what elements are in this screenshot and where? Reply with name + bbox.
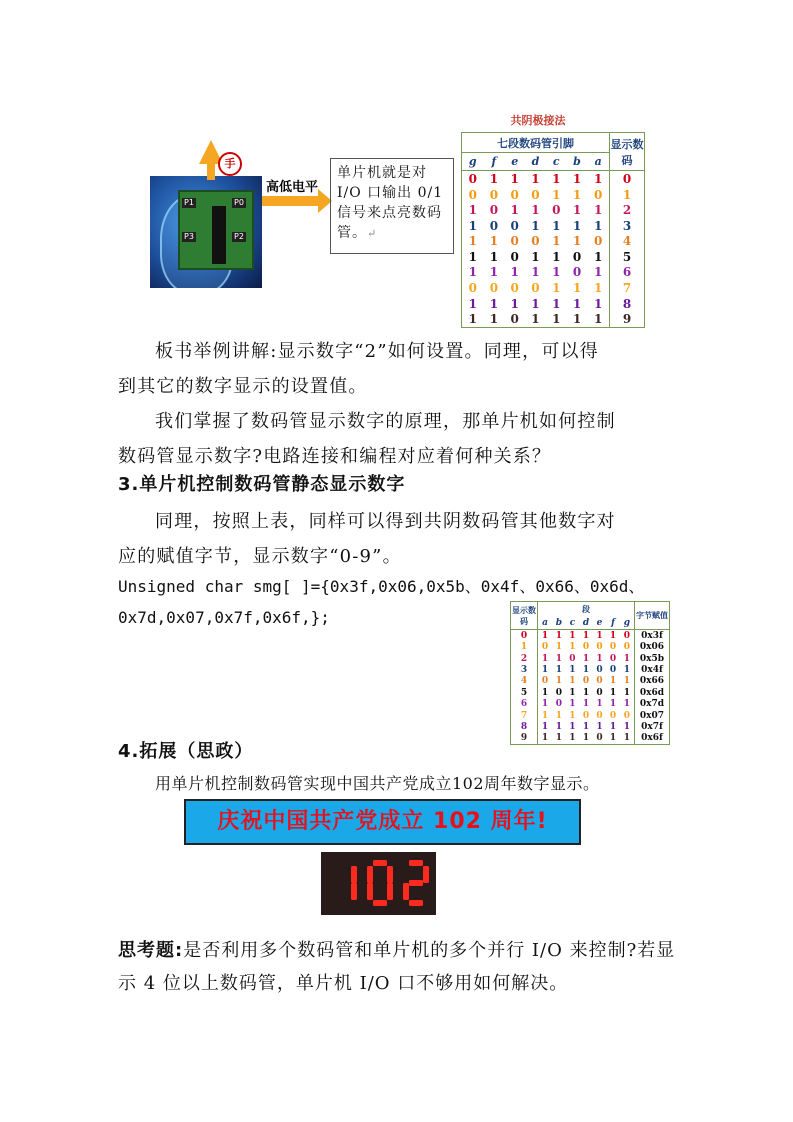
segment-bit: 1: [582, 653, 590, 664]
segment-bit: 0: [510, 187, 519, 202]
explain-text: 单片机就是对I/O 口输出 0/1信号来点亮数码管。: [337, 165, 444, 241]
digit-cell: 5: [610, 249, 645, 265]
segment-bit: 1: [609, 733, 617, 744]
segment-bit: 1: [623, 721, 631, 732]
segment-bit: 0: [531, 234, 540, 249]
port-label: P2: [232, 232, 246, 242]
segment-bit: 0: [531, 280, 540, 295]
display-digits: [321, 852, 436, 915]
segment-bit: 0: [596, 642, 603, 653]
segment-bit: 0: [538, 642, 553, 653]
digit-cell: 6: [610, 265, 645, 281]
table2-header-digit: 显示数码: [511, 602, 538, 630]
segment-bit: 1: [572, 280, 582, 295]
text-line: 到其它的数字显示的设置值。: [118, 376, 368, 397]
segment-bit: 1: [594, 249, 603, 264]
segment-bit: 1: [609, 687, 617, 698]
table-row: [462, 202, 645, 218]
segment-bit: 1: [538, 721, 553, 732]
segment-bit: 1: [555, 631, 563, 642]
digit-cell: 4: [520, 676, 528, 687]
table-row: [511, 642, 670, 653]
table-row: [511, 733, 670, 745]
display-segment: [373, 900, 387, 906]
segment-bit: 1: [552, 172, 561, 187]
segment-bit: 1: [552, 280, 561, 295]
segment-letter: d: [579, 617, 593, 630]
display-segment: [403, 883, 409, 900]
segment-bit: 1: [582, 665, 590, 676]
text-line: 数码管显示数字?电路连接和编程对应着何种关系？: [118, 446, 552, 467]
display-segment: [409, 860, 423, 866]
segment-bit: 1: [596, 721, 603, 732]
digit-cell: 9: [520, 733, 528, 744]
hex-cell: 0x6d: [635, 687, 670, 698]
hex-cell: 0x7f: [635, 721, 670, 732]
digit-cell: 7: [520, 710, 528, 721]
mcu-chip: [212, 206, 226, 264]
segment-bit: 1: [594, 203, 603, 218]
segment-bit: 1: [555, 665, 563, 676]
hex-cell: 0x06: [635, 642, 670, 653]
code-line: Unsigned char smg[ ]={0x3f,0x06,0x5b、0x4f、0x66、0x6d、: [118, 577, 645, 596]
segment-bit: 1: [555, 721, 563, 732]
segment-bit: 1: [594, 218, 603, 233]
segment-bit: 1: [582, 687, 590, 698]
display-segment: [409, 880, 423, 886]
digit-cell: 2: [520, 653, 528, 664]
table-row: [511, 721, 670, 732]
digit-cell: 6: [520, 699, 528, 710]
segment-bit: 0: [594, 234, 603, 249]
hex-cell: 0x07: [635, 710, 670, 721]
segment-bit: 1: [582, 721, 590, 732]
segment-bit: 1: [609, 676, 617, 687]
segment-bit: 1: [572, 187, 582, 202]
segment-bit: 1: [596, 631, 603, 642]
segment-letter: f: [606, 617, 620, 630]
segment-bit: 1: [596, 699, 603, 710]
segment-bit: 1: [594, 265, 603, 280]
segment-bit: 1: [489, 249, 499, 264]
segment-bit: 0: [510, 249, 519, 264]
segment-bit: 1: [569, 699, 576, 710]
segment-bit: 0: [572, 249, 582, 264]
up-arrow-shaft: [207, 164, 215, 180]
segment-bit: 1: [569, 631, 576, 642]
segment-bit: 1: [569, 665, 576, 676]
display-segment: [409, 900, 423, 906]
table-row: [511, 653, 670, 664]
segment-bit: 1: [555, 733, 563, 744]
segment-bit: 1: [609, 631, 617, 642]
think-text: 是否利用多个数码管和单片机的多个并行 I/O 来控制?若显示 4 位以上数码管，单片机 I/O 口不够用如何解决。: [118, 940, 676, 994]
segment-bit: 1: [489, 296, 499, 311]
text-line: 用单片机控制数码管实现中国共产党成立102周年数字显示。: [155, 774, 600, 793]
port-label: P1: [182, 198, 196, 208]
digit-cell: 0: [520, 631, 528, 642]
text-line: 同理，按照上表，同样可以得到共阴数码管其他数字对: [155, 511, 616, 532]
segment-bit: 0: [582, 676, 590, 687]
table-row: [511, 698, 670, 709]
table-caption: 共阴极接法: [510, 114, 566, 127]
display-segment: [387, 866, 393, 883]
table-header-segments: 七段数码管引脚: [462, 133, 610, 153]
segment-bit: 1: [572, 218, 582, 233]
segment-bit: 0: [510, 312, 519, 327]
segment-bit: 1: [468, 249, 477, 264]
segment-bit: 0: [623, 710, 631, 721]
segment-bit: 1: [596, 653, 603, 664]
segment-bit: 1: [538, 664, 553, 675]
display-segment: [423, 866, 429, 883]
segment-bit: 0: [623, 642, 631, 653]
section-heading-3: 3.单片机控制数码管静态显示数字: [118, 474, 406, 495]
segment-bit: 1: [489, 265, 499, 280]
segment-bit: 1: [623, 653, 631, 664]
segment-bit: 1: [623, 676, 631, 687]
hex-cell: 0x4f: [635, 664, 670, 675]
table-row: [462, 311, 645, 327]
segment-bit: 0: [582, 642, 590, 653]
segment-bit: 0: [489, 280, 499, 295]
segment-bit: 1: [555, 710, 563, 721]
segment-bit: 1: [609, 721, 617, 732]
segment-bit: 1: [468, 265, 477, 280]
segment-bit: 0: [538, 676, 553, 687]
segment-bit: 1: [572, 234, 582, 249]
segment-bit: 1: [489, 172, 499, 187]
segment-bit: 1: [572, 203, 582, 218]
table2-header-byte: 字节赋值: [635, 602, 670, 630]
digit-cell: 1: [520, 642, 528, 653]
digit-cell: 2: [610, 202, 645, 218]
port-label: P3: [182, 232, 196, 242]
segment-bit: 1: [582, 631, 590, 642]
segment-letter: e: [504, 153, 525, 171]
segment-bit: 1: [569, 733, 576, 744]
segment-bit: 1: [569, 642, 576, 653]
segment-bit: 0: [582, 710, 590, 721]
seven-segment-display: [321, 852, 436, 915]
segment-bit: 0: [623, 631, 631, 642]
hex-cell: 0x5b: [635, 653, 670, 664]
segment-letter: e: [593, 617, 607, 630]
segment-table-common-cathode: [461, 132, 645, 328]
segment-bit: 1: [510, 296, 519, 311]
table-row: [511, 676, 670, 687]
segment-bit: 0: [510, 234, 519, 249]
hand-icon: 手: [218, 152, 242, 176]
digit-cell: 8: [610, 296, 645, 312]
segment-bit: 1: [552, 187, 561, 202]
segment-bit: 1: [538, 710, 553, 721]
circuit-photo: [150, 176, 262, 288]
segment-bit: 1: [609, 699, 617, 710]
segment-bit: 0: [510, 280, 519, 295]
segment-bit: 1: [468, 312, 477, 327]
table-row: [462, 218, 645, 234]
segment-bit: 0: [489, 218, 499, 233]
table-header-digit: 显示数码: [610, 133, 645, 171]
segment-bit: 1: [531, 296, 540, 311]
segment-bit: 0: [468, 280, 477, 295]
segment-letter: c: [546, 153, 567, 171]
digit-cell: 0: [610, 171, 645, 187]
table-row: [462, 187, 645, 203]
segment-bit: 1: [582, 699, 590, 710]
table-row: [462, 296, 645, 312]
digit-cell: 1: [610, 187, 645, 203]
segment-letter: d: [525, 153, 546, 171]
hex-cell: 0x6f: [635, 733, 670, 745]
table-row: [462, 234, 645, 250]
segment-bit: 1: [582, 733, 590, 744]
segment-bit: 1: [531, 203, 540, 218]
code-line: 0x7d,0x07,0x7f,0x6f,};: [118, 608, 330, 627]
segment-byte-table: [510, 601, 670, 745]
thinking-question: [118, 934, 678, 1000]
circuit-board: [178, 190, 254, 270]
segment-bit: 0: [510, 218, 519, 233]
segment-bit: 1: [510, 172, 519, 187]
segment-letter: c: [566, 617, 580, 630]
segment-bit: 1: [572, 172, 582, 187]
segment-bit: 0: [555, 687, 563, 698]
display-segment: [351, 883, 357, 900]
segment-bit: 1: [531, 265, 540, 280]
port-label: P0: [232, 198, 246, 208]
return-mark: ↵: [367, 227, 378, 240]
section-heading-4: 4.拓展（思政）: [118, 741, 254, 762]
segment-bit: 1: [552, 218, 561, 233]
display-segment: [367, 866, 373, 883]
segment-letter: g: [620, 617, 635, 630]
segment-bit: 0: [468, 172, 477, 187]
segment-bit: 0: [569, 653, 576, 664]
segment-bit: 1: [594, 312, 603, 327]
level-label: 高低电平: [266, 179, 319, 194]
segment-bit: 0: [555, 699, 563, 710]
segment-letter: b: [552, 617, 566, 630]
table-row: [462, 265, 645, 281]
segment-bit: 1: [552, 312, 561, 327]
segment-bit: 1: [594, 296, 603, 311]
segment-bit: 1: [468, 234, 477, 249]
table-row: [511, 710, 670, 721]
segment-bit: 1: [538, 733, 553, 745]
table-row: [462, 249, 645, 265]
segment-bit: 1: [555, 642, 563, 653]
segment-bit: 1: [538, 653, 553, 664]
segment-bit: 0: [489, 187, 499, 202]
segment-bit: 0: [596, 687, 603, 698]
celebration-banner: 庆祝中国共产党成立 102 周年!: [184, 799, 581, 845]
segment-bit: 1: [552, 234, 561, 249]
segment-bit: 1: [538, 698, 553, 709]
display-segment: [373, 860, 387, 866]
segment-bit: 1: [468, 218, 477, 233]
segment-bit: 0: [489, 203, 499, 218]
right-arrow-shaft: [262, 196, 320, 206]
segment-bit: 1: [468, 296, 477, 311]
table-row: [462, 280, 645, 296]
segment-bit: 0: [596, 710, 603, 721]
segment-bit: 1: [569, 687, 576, 698]
display-segment: [387, 883, 393, 900]
display-segment: [367, 883, 373, 900]
digit-cell: 8: [520, 721, 528, 732]
segment-bit: 0: [552, 203, 561, 218]
segment-bit: 0: [609, 710, 617, 721]
segment-bit: 0: [609, 665, 617, 676]
segment-bit: 1: [538, 687, 553, 698]
display-segment: [351, 866, 357, 883]
table2-header-segments: 段: [538, 602, 635, 617]
table-row: [511, 687, 670, 698]
hex-cell: 0x3f: [635, 630, 670, 642]
segment-bit: 1: [569, 721, 576, 732]
segment-bit: 1: [594, 172, 603, 187]
segment-bit: 0: [596, 676, 603, 687]
digit-cell: 7: [610, 280, 645, 296]
digit-cell: 9: [610, 311, 645, 327]
segment-bit: 1: [552, 265, 561, 280]
table-row: [462, 171, 645, 187]
segment-bit: 1: [552, 249, 561, 264]
segment-bit: 0: [609, 653, 617, 664]
segment-bit: 1: [510, 203, 519, 218]
segment-letter: a: [587, 153, 609, 171]
digit-cell: 4: [610, 234, 645, 250]
segment-bit: 1: [489, 234, 499, 249]
segment-bit: 1: [531, 249, 540, 264]
segment-bit: 1: [531, 218, 540, 233]
segment-bit: 0: [531, 187, 540, 202]
segment-bit: 0: [596, 665, 603, 676]
text-line: 我们掌握了数码管显示数字的原理，那单片机如何控制: [155, 411, 616, 432]
segment-bit: 1: [594, 280, 603, 295]
segment-bit: 1: [623, 699, 631, 710]
segment-bit: 1: [623, 665, 631, 676]
segment-bit: 1: [555, 676, 563, 687]
table-row: [511, 664, 670, 675]
segment-bit: 0: [609, 642, 617, 653]
segment-bit: 1: [552, 296, 561, 311]
segment-bit: 1: [623, 687, 631, 698]
segment-bit: 1: [531, 172, 540, 187]
segment-bit: 0: [572, 265, 582, 280]
explain-box: [330, 158, 454, 254]
segment-bit: 1: [510, 265, 519, 280]
segment-bit: 1: [569, 710, 576, 721]
segment-bit: 0: [596, 733, 603, 744]
segment-bit: 1: [538, 630, 553, 642]
segment-bit: 0: [468, 187, 477, 202]
text-line: 板书举例讲解:显示数字“2”如何设置。同理，可以得: [155, 341, 599, 362]
table-row: [511, 630, 670, 642]
hex-cell: 0x7d: [635, 698, 670, 709]
segment-bit: 1: [489, 312, 499, 327]
segment-bit: 1: [572, 296, 582, 311]
segment-letter: b: [567, 153, 588, 171]
segment-bit: 1: [555, 653, 563, 664]
digit-cell: 3: [520, 665, 528, 676]
segment-bit: 1: [623, 733, 631, 744]
segment-bit: 1: [569, 676, 576, 687]
digit-cell: 5: [520, 687, 528, 698]
paragraph-explanation: [118, 334, 674, 369]
text-line: 应的赋值字节，显示数字“0-9”。: [118, 546, 402, 567]
segment-bit: 1: [468, 203, 477, 218]
hex-cell: 0x66: [635, 676, 670, 687]
segment-letter: a: [538, 617, 553, 630]
segment-letter: f: [484, 153, 505, 171]
think-label: 思考题:: [118, 940, 184, 961]
segment-bit: 1: [531, 312, 540, 327]
segment-bit: 1: [572, 312, 582, 327]
segment-bit: 0: [594, 187, 603, 202]
segment-letter: g: [462, 153, 484, 171]
digit-cell: 3: [610, 218, 645, 234]
